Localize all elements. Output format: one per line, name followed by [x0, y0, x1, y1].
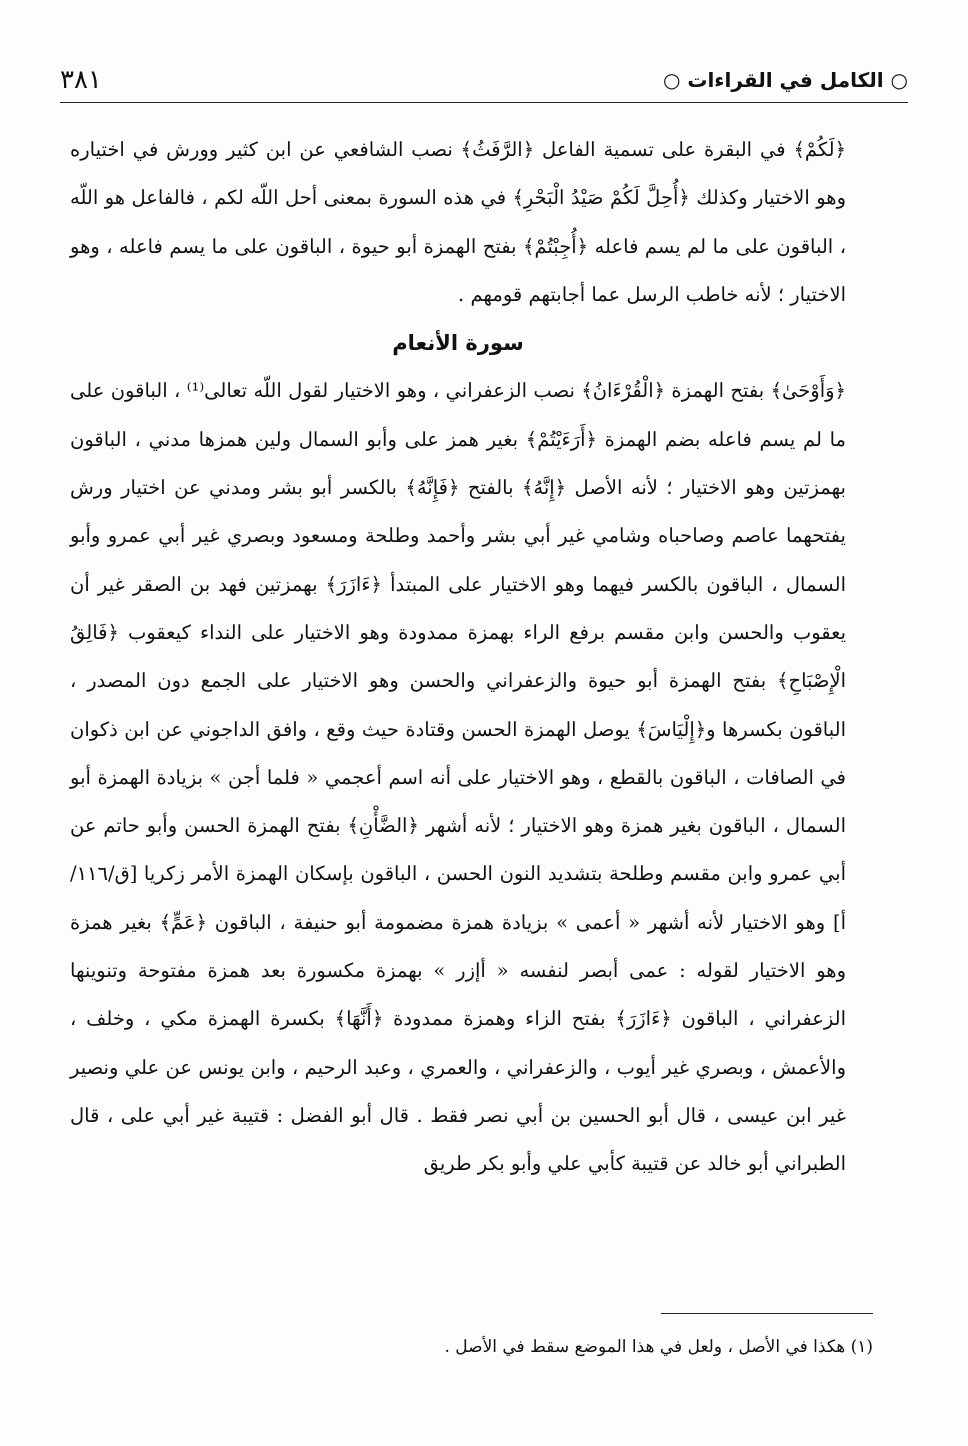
paragraph-intro: ﴿لَكُمْ﴾ في البقرة على تسمية الفاعل ﴿الرَّفَثُ﴾ نصب الشافعي عن ابن كثير وورش في اختياره وهو الاختيار وكذلك ﴿أُحِلَّ لَكُمْ صَيْدُ الْبَحْرِ﴾ في هذه السورة بمعنى أحل اللّه لكم ، فالفاعل هو اللّه ، الباقون على ما لم يسم فاعله ﴿أُجِبْتُمْ﴾ بفتح الهمزة أبو حيوة ، الباقون على ما يسم فاعله ، وهو الاختيار ؛ لأنه خاطب الرسل عما أجابتهم قومهم .: [70, 138, 846, 306]
section-heading: سورة الأنعام: [392, 331, 524, 356]
paragraph-anam: ﴿وَأَوْحَىٰ﴾ بفتح الهمزة ﴿الْقُرْءَانُ﴾ نصب الزعفراني ، وهو الاختيار لقول اللّه تعالى⁽¹⁾ ، الباقون على ما لم يسم فاعله بضم الهمزة ﴿أَرَءَيْتُمْ﴾ بغير همز على وأبو السمال ولين همزها مدني ، الباقون بهمزتين وهو الاختيار ؛ لأنه الأصل ﴿إِنَّهُ﴾ بالفتح ﴿فَإِنَّهُ﴾ بالكسر أبو بشر ومدني عن اختيار ورش يفتحهما عاصم وصاحباه وشامي غير أبي بشر وأحمد وطلحة ومسعود وبصري غير أبي عمرو وأبو السمال ، الباقون بالكسر فيهما وهو الاختيار على المبتدأ ﴿ءَازَرَ﴾ بهمزتين فهد بن الصقر غير أن يعقوب والحسن وابن مقسم برفع الراء بهمزة ممدودة وهو الاختيار على النداء كيعقوب ﴿فَالِقُ الْإِصْبَاحِ﴾ بفتح الهمزة أبو حيوة والزعفراني والحسن وهو الاختيار على الجمع دون المصدر ، الباقون بكسرها و﴿إِلْيَاسَ﴾ يوصل الهمزة الحسن وقتادة حيث وقع ، وافق الداجوني عن ابن ذكوان في الصافات ، الباقون بالقطع ، وهو الاختيار على أنه اسم أعجمي « فلما أجن » بزيادة الهمزة أبو السمال ، الباقون بغير همزة وهو الاختيار ؛ لأنه أشهر ﴿الضَّأْنِ﴾ بفتح الهمزة الحسن وأبو حاتم عن أبي عمرو وابن مقسم وطلحة بتشديد النون الحسن ، الباقون بإسكان الهمزة الأمر زكريا [ق/١١٦/أ] وهو الاختيار لأنه أشهر « أعمى » بزيادة همزة مضمومة أبو حنيفة ، الباقون ﴿عَمٍّ﴾ بغير همزة وهو الاختيار لقوله : عمى أبصر لنفسه « أإزر » بهمزة مكسورة بعد همزة مفتوحة وتنوينها الزعفراني ، الباقون ﴿ءَازَرَ﴾ بفتح الزاء وهمزة ممدودة ﴿أَنَّهَا﴾ بكسرة الهمزة مكي ، وخلف ، والأعمش ، وبصري غير أيوب ، والزعفراني ، والعمري ، وعبد الرحيم ، وابن يونس عن علي ونصير غير ابن عيسى ، قال أبو الحسين بن أبي نصر فقط . قال أبو الفضل : قتيبة غير أبي على ، قال الطبراني أبو خالد عن قتيبة كأبي علي وأبو بكر طريق: [70, 379, 846, 1176]
page-number: ٣٨١: [60, 65, 102, 95]
footnote: (١) هكذا في الأصل ، ولعل في هذا الموضع سقط في الأصل .: [444, 1337, 873, 1357]
footnote-divider: [661, 1313, 873, 1314]
page-header: [60, 58, 908, 103]
main-text: [70, 126, 846, 1189]
running-title: ○ الكامل في القراءات ○: [662, 68, 908, 92]
